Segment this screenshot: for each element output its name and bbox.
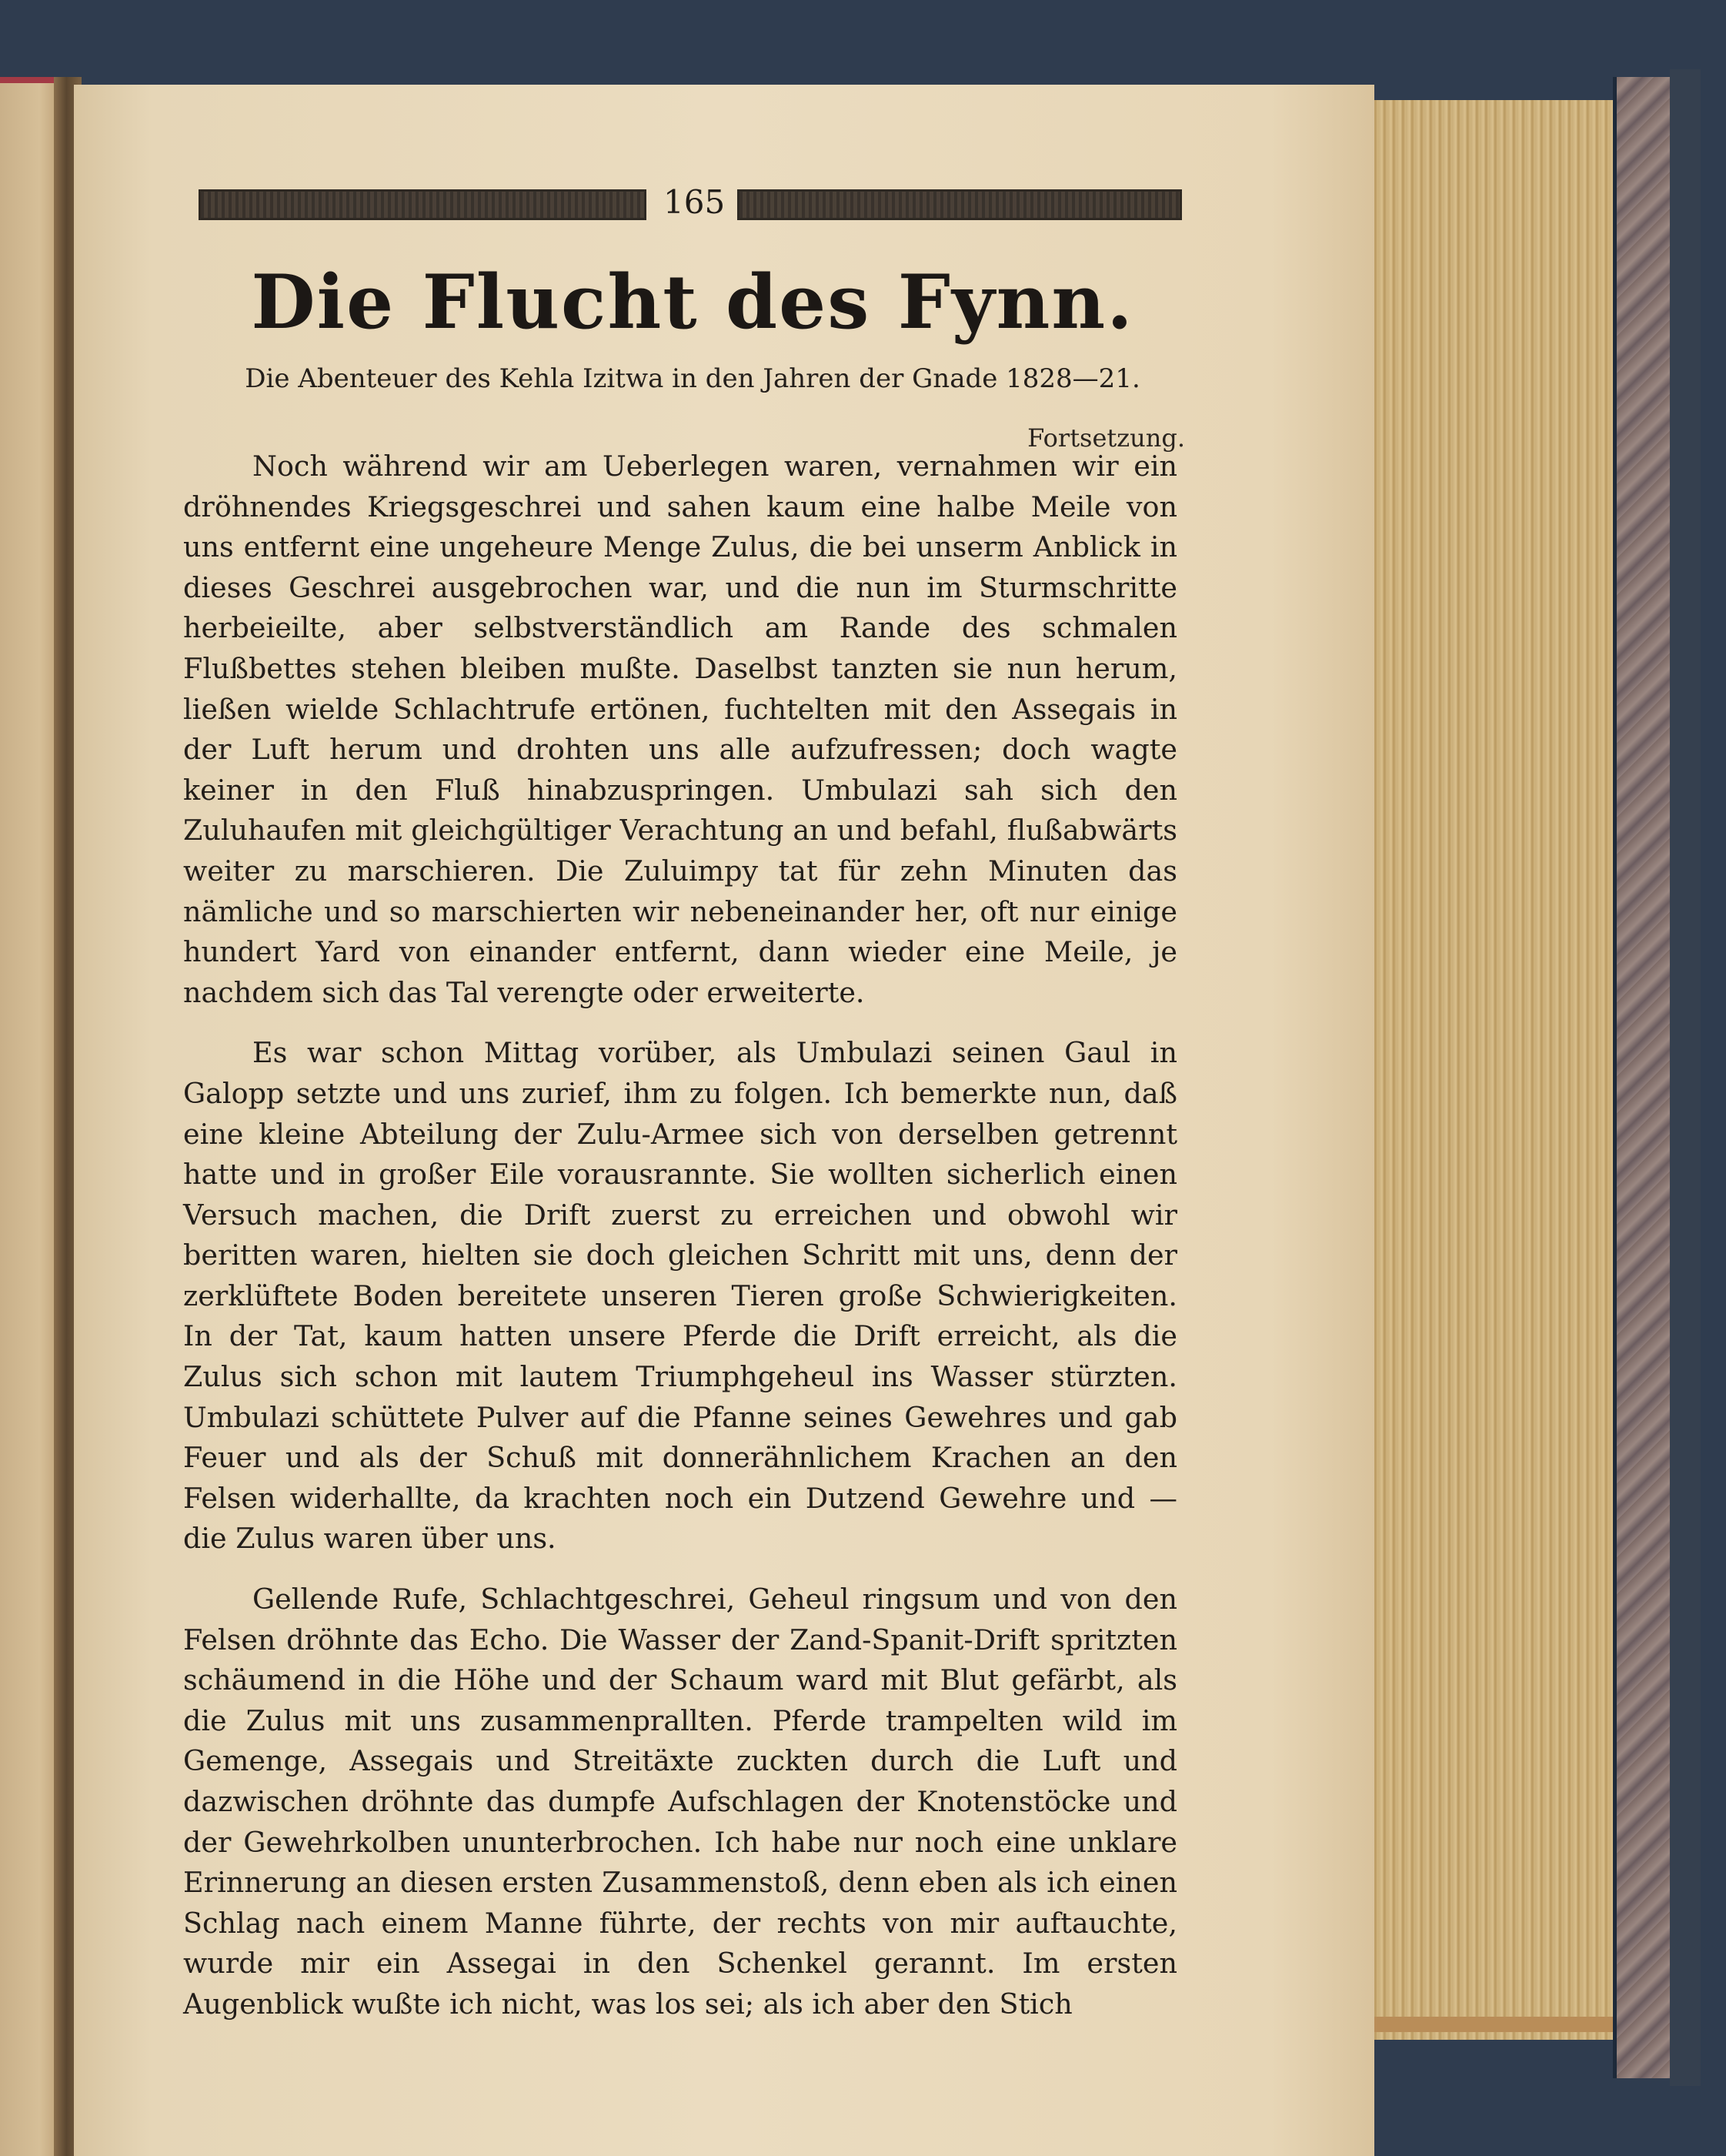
paragraph: Noch während wir am Ueberlegen waren, vernahmen wir ein dröhnendes Kriegsgeschrei und sahen kaum eine halbe Meile von uns entfernt eine ungeheure Menge Zulus, die bei unserm Anblick in dieses Geschrei ausgebrochen war, und die nun im Sturmschritte herbeieilte, aber selbstverständlich am Rande des schmalen Flußbettes stehen bleiben mußte. Daselbst tanzten sie nun herum, ließen wielde Schlachtrufe ertönen, fuchtelten mit den Assegais in der Luft herum und drohten uns alle aufzufressen; doch wagte keiner in den Fluß hinabzuspringen. Umbulazi sah sich den Zuluhaufen mit gleichgültiger Verachtung an und befahl, flußabwärts weiter zu marschieren. Die Zuluimpy tat für zehn Minuten das nämliche und so marschierten wir nebeneinander her, oft nur einige hundert Yard von einander entfernt, dann wieder eine Meile, je nachdem sich das Tal verengte oder erweiterte.: [183, 450, 1177, 1009]
page-edge-stack: [1367, 100, 1615, 2040]
continuation-note: Fortsetzung.: [1027, 423, 1185, 453]
paragraph: Gellende Rufe, Schlachtgeschrei, Geheul ringsum und von den Felsen dröhnte das Echo. Die Wasser der Zand-Spanit-Drift spritzten schäumend in die Höhe und der Schaum ward mit Blut gefärbt, als die Zulus mit uns zusammenprallten. Pferde trampelten wild im Gemenge, Assegais und Streitäxte zuckten durch die Luft und dazwischen dröhnte das dumpfe Aufschlagen der Knotenstöcke und der Gewehrkolben ununterbrochen. Ich habe nur noch eine unklare Erinnerung an diesen ersten Zusammenstoß, denn eben als ich einen Schlag nach einem Manne führte, der rechts von mir auftauchte, wurde mir ein Assegai in den Schenkel gerannt. Im ersten Augenblick wußte ich nicht, was los sei; als ich aber den Stich: [183, 1583, 1177, 2021]
marbled-cover-board: [1613, 77, 1678, 2078]
article-body: [183, 446, 1177, 2025]
paragraph: Es war schon Mittag vorüber, als Umbulazi seinen Gaul in Galopp setzte und uns zurief, ihm zu folgen. Ich bemerkte nun, daß eine kleine Abteilung der Zulu-Armee sich von derselben getrennt hatte und in großer Eile vorausrannte. Sie wollten sicherlich einen Versuch machen, die Drift zuerst zu erreichen und obwohl wir beritten waren, hielten sie doch gleichen Schritt mit uns, denn der zerklüftete Boden bereitete unseren Tieren große Schwierigkeiten. In der Tat, kaum hatten unsere Pferde die Drift erreicht, als die Zulus sich schon mit lautem Triumphgeheul ins Wasser stürzten. Umbulazi schüttete Pulver auf die Pfanne seines Gewehres und gab Feuer und als der Schuß mit donnerähnlichem Krachen an den Felsen widerhallte, da krachten noch ein Dutzend Gewehre und — die Zulus waren über uns.: [183, 1036, 1177, 1556]
page-number: 165: [663, 183, 726, 221]
header-ornament-left: [199, 189, 646, 220]
header-ornament-right: [737, 189, 1182, 220]
article-title: Die Flucht des Fynn.: [251, 259, 1134, 346]
article-subtitle: Die Abenteuer des Kehla Izitwa in den Jahren der Gnade 1828—21.: [245, 363, 1140, 394]
page-edge-bottom: [1367, 2017, 1613, 2032]
cover-binding: [1670, 69, 1701, 2086]
